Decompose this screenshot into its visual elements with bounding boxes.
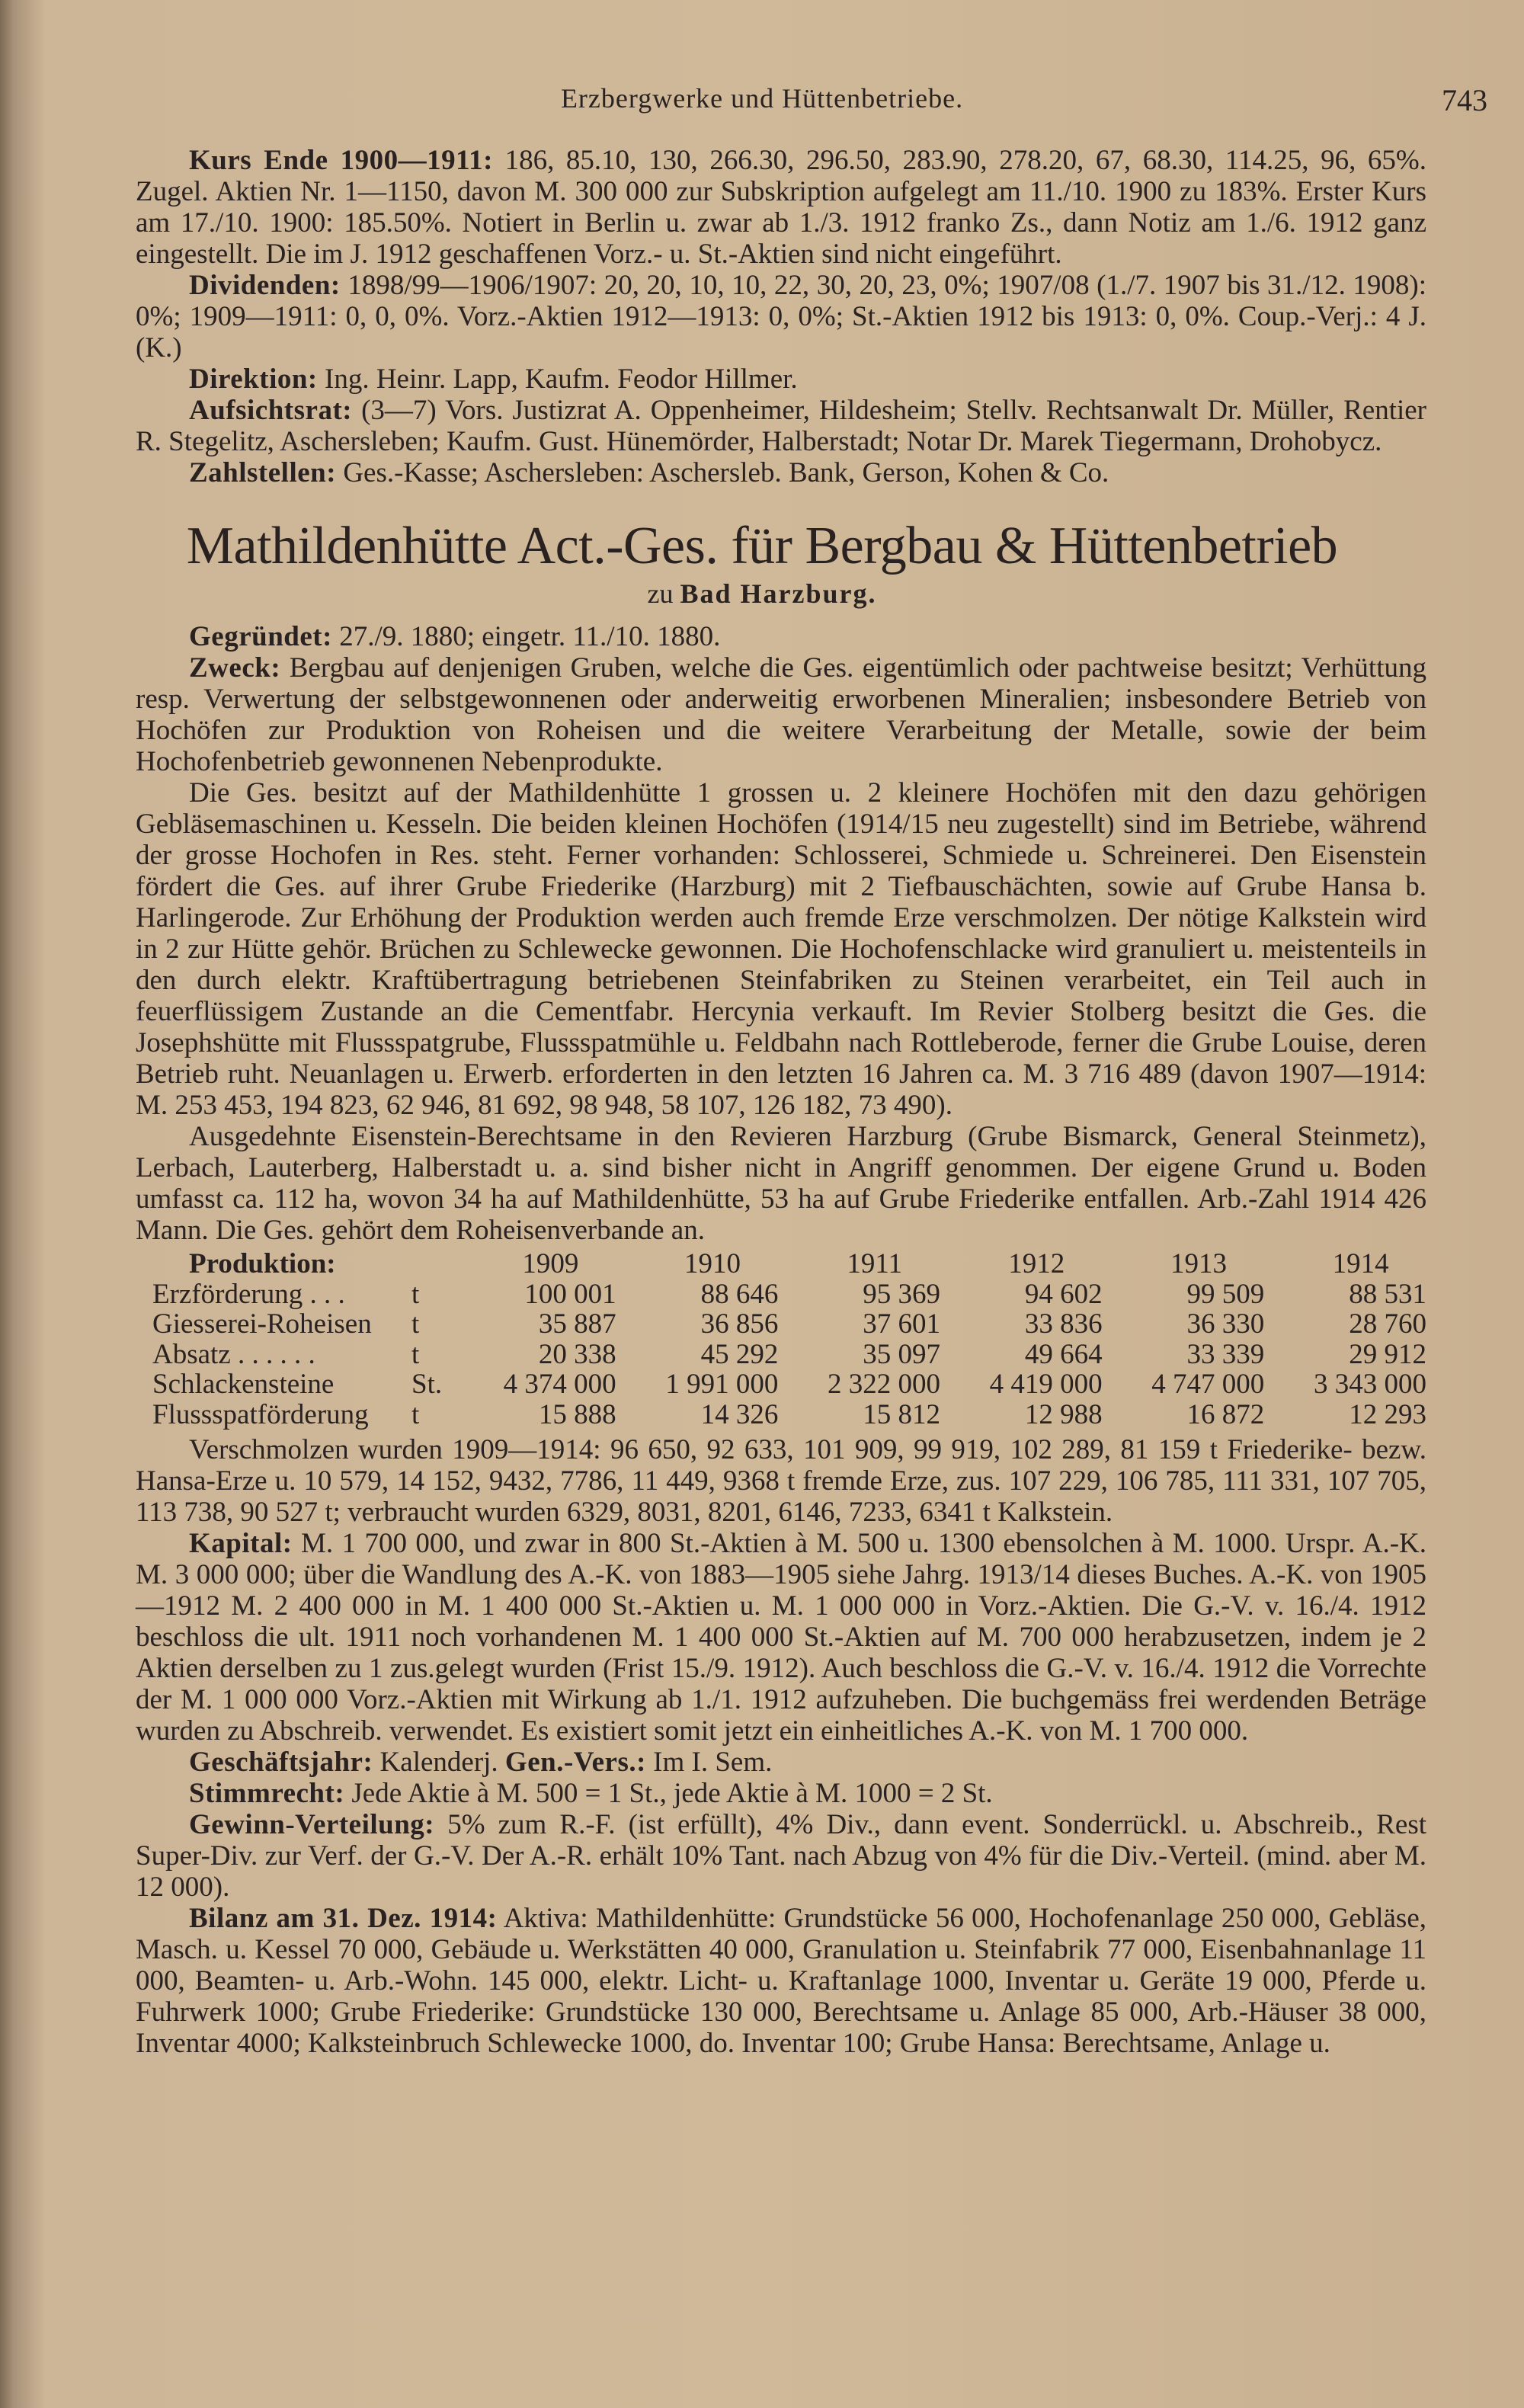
cell-value: 14 326 [700,1398,779,1430]
row-label: Flussspatförderung [152,1398,369,1430]
paragraph-text: Kalenderj. [373,1747,498,1778]
running-header [136,82,1487,120]
cell-value: 28 760 [1349,1308,1426,1340]
production-row [136,1400,1426,1430]
production-header-row [136,1249,1426,1279]
location-name: Bad Harzburg. [680,578,877,609]
paragraph [136,1528,1426,1747]
cell-value: 15 812 [863,1398,940,1430]
paragraph-text: (3—7) Vors. Justizrat A. Oppenheimer, Hildesheim; Stellv. Rechtsanwalt Dr. Müller, Rentier R. Stegelitz, Aschersleben; Kaufm. Gust. Hünemörder, Halberstadt; Notar Dr. Marek Tiegermann, Drohobycz. [136,395,1426,457]
cell-value: 35 097 [863,1338,940,1370]
paragraph [136,363,1426,395]
paragraph [136,395,1426,457]
year-header: 1914 [1332,1248,1389,1279]
row-unit: t [411,1308,420,1340]
paragraph-text: Verschmolzen wurden 1909—1914: 96 650, 92 633, 101 909, 99 919, 102 289, 81 159 t Friederike- bezw. Hansa-Erze u. 10 579, 14 152, 9432, 7786, 11 449, 9368 t fremde Erze, zus. 107 229, 106 785, 111 331, 107 705, 113 738, 90 527 t; verbraucht wurden 6329, 8031, 8201, 6146, 7233, 6341 t Kalkstein. [136,1434,1426,1528]
company-title: Mathildenhütte Act.-Ges. für Bergbau & Hüttenbetrieb [186,517,1338,575]
paragraph-text: Ges.-Kasse; Aschersleben: Aschersleb. Bank, Gerson, Kohen & Co. [336,457,1109,488]
paragraph-label: Dividenden: [189,270,341,301]
paragraph [136,1747,1426,1778]
paragraph [136,270,1426,363]
unit-header-cell [411,1249,454,1279]
page-number: 743 [1442,83,1487,117]
location-prefix: zu [647,578,680,609]
cell-value: 16 872 [1186,1398,1265,1430]
paragraph [136,1121,1426,1246]
running-title: Erzbergwerke und Hüttenbetriebe. [560,83,964,114]
cell-value: 99 509 [1186,1278,1265,1310]
paragraph [136,652,1426,777]
production-label: Produktion: [189,1248,336,1279]
paragraph [136,145,1426,270]
production-table [136,1249,1426,1430]
production-row [136,1279,1426,1310]
row-label: Schlackensteine [152,1369,335,1400]
row-unit: t [411,1338,420,1370]
cell-value: 33 836 [1024,1308,1103,1340]
paragraph [136,1434,1426,1528]
paragraph-label: Stimmrecht: [189,1778,345,1809]
row-label: Erzförderung . . . [152,1278,345,1310]
row-label: Giesserei-Roheisen [152,1308,372,1340]
production-row [136,1369,1426,1400]
company-finance-section [136,1434,1426,2059]
paragraph-text: Aktiva: Mathildenhütte: Grundstücke 56 000, Hochofenanlage 250 000, Gebläse, Masch. u. Kessel 70 000, Gebäude u. Werkstätten 40 000, Granulation u. Steinfabrik 77 000, Eisenbahnanlage 11 000, Beamten- u. Arb.-Wohn. 145 000, elektr. Licht- u. Kraftanlage 1000, Inventar u. Geräte 19 000, Pferde u. Fuhrwerk 1000; Grube Friederike: Grundstücke 130 000, Berechtsame u. Anlage 85 000, Arb.-Häuser 38 000, Inventar 4000; Kalksteinbruch Schlewecke 1000, do. Inventar 100; Grube Hansa: Berechtsame, Anlage u. [136,1903,1426,2059]
paragraph-label: Gegründet: [189,621,332,652]
cell-value: 88 531 [1349,1278,1426,1310]
company-location [0,577,1524,610]
cell-value: 1 991 000 [665,1369,779,1400]
paragraph-text: 5% zum R.-F. (ist erfüllt), 4% Div., dann event. Sonderrückl. u. Abschreib., Rest Super-Div. zur Verf. der G.-V. Der A.-R. erhält 10% Tant. nach Abzug von 4% für die Div.-Verteil. (mind. aber M. 12 000). [136,1809,1426,1903]
row-unit: t [411,1398,420,1430]
cell-value: 36 856 [700,1308,779,1340]
cell-value: 3 343 000 [1314,1369,1426,1400]
paragraph-label: Direktion: [189,363,318,395]
company-description [136,621,1426,1246]
paragraph [136,1809,1426,1903]
cell-value: 36 330 [1186,1308,1265,1340]
cell-value: 33 339 [1186,1338,1265,1370]
cell-value: 12 988 [1024,1398,1103,1430]
year-header: 1913 [1170,1248,1227,1279]
paragraph [136,1778,1426,1809]
paragraph-label: Zweck: [189,652,281,684]
year-header: 1910 [684,1248,741,1279]
cell-value: 94 602 [1024,1278,1103,1310]
paragraph-label: Kurs Ende 1900—1911: [189,145,493,176]
year-header: 1909 [522,1248,579,1279]
year-header: 1911 [847,1248,902,1279]
cell-value: 4 747 000 [1151,1369,1265,1400]
cell-value: 100 001 [524,1278,616,1310]
paragraph-text: 27./9. 1880; eingetr. 11./10. 1880. [331,621,721,652]
cell-value: 35 887 [538,1308,616,1340]
production-label-cell [136,1249,411,1279]
cell-value: 15 888 [538,1398,616,1430]
paragraph-text: Bergbau auf denjenigen Gruben, welche die Ges. eigentümlich oder pachtweise besitzt; Verhüttung resp. Verwertung der selbstgewonnenen oder anderweitig erworbenen Mineralien; insbesondere Betrieb von Hochöfen zur Produktion von Roheisen und die weitere Verarbeitung der Metalle, sowie der beim Hochofenbetrieb gewonnenen Nebenprodukte. [136,652,1426,777]
cell-value: 4 374 000 [503,1369,616,1400]
paragraph-text: 186, 85.10, 130, 266.30, 296.50, 283.90, 278.20, 67, 68.30, 114.25, 96, 65%. Zugel. Aktien Nr. 1—1150, davon M. 300 000 zur Subskription aufgelegt am 11./10. 1900 zu 183%. Erster Kurs am 17./10. 1900: 185.50%. Notiert in Berlin u. zwar ab 1./3. 1912 franko Zs., dann Notiz am 1./6. 1912 ganz eingestellt. Die im J. 1912 geschaffenen Vorz.- u. St.-Aktien sind nicht eingeführt. [136,145,1427,270]
cell-value: 37 601 [863,1308,940,1340]
cell-value: 20 338 [538,1338,616,1370]
paragraph-text: Im I. Sem. [645,1747,773,1778]
cell-value: 29 912 [1349,1338,1426,1370]
paragraph-text: M. 1 700 000, und zwar in 800 St.-Aktien à M. 500 u. 1300 ebensolchen à M. 1000. Urspr. A.-K. M. 3 000 000; über die Wandlung des A.-K. von 1883—1905 siehe Jahrg. 1913/14 dieses Buches. A.-K. von 1905—1912 M. 2 400 000 in M. 1 400 000 St.-Aktien u. M. 1 000 000 in Vorz.-Aktien. Die G.-V. v. 16./4. 1912 beschloss die ult. 1911 noch vorhandenen M. 1 400 000 St.-Aktien auf M. 700 000 herabzusetzen, indem je 2 Aktien derselben zu 1 zus.gelegt wurden (Frist 15./9. 1912). Auch beschloss die G.-V. v. 16./4. 1912 die Vorrechte der M. 1 000 000 Vorz.-Aktien mit Wirkung ab 1./1. 1912 aufzuheben. Die buchgemäss frei werdenden Beträge wurden zu Abschreib. verwendet. Es existiert somit jetzt ein einheitliches A.-K. von M. 1 700 000. [136,1528,1426,1747]
cell-value: 12 293 [1349,1398,1426,1430]
paragraph-label: Zahlstellen: [189,457,337,488]
paragraph [136,621,1426,652]
previous-company-section [136,145,1426,488]
row-unit: t [411,1278,420,1310]
year-header: 1912 [1008,1248,1065,1279]
paragraph [136,777,1426,1121]
cell-value: 88 646 [700,1278,779,1310]
cell-value: 49 664 [1024,1338,1103,1370]
paragraph [136,457,1426,488]
paragraph-label: Bilanz am 31. Dez. 1914: [189,1903,498,1934]
paragraph-text: Ausgedehnte Eisenstein-Berechtsame in den Revieren Harzburg (Grube Bismarck, General Steinmetz), Lerbach, Lauterberg, Halberstadt u. a. sind bisher nicht in Angriff genommen. Der eigene Grund u. Boden umfasst ca. 112 ha, wovon 34 ha auf Mathildenhütte, 53 ha auf Grube Friederike entfallen. Arb.-Zahl 1914 426 Mann. Die Ges. gehört dem Roheisenverbande an. [136,1121,1426,1246]
paragraph-label: Aufsichtsrat: [189,395,353,426]
paragraph-text: Ing. Heinr. Lapp, Kaufm. Feodor Hillmer. [317,363,798,395]
cell-value: 4 419 000 [989,1369,1103,1400]
cell-value: 95 369 [863,1278,940,1310]
cell-value: 2 322 000 [827,1369,940,1400]
paragraph-text: Jede Aktie à M. 500 = 1 St., jede Aktie à M. 1000 = 2 St. [344,1778,993,1809]
row-label: Absatz . . . . . . [152,1338,315,1370]
paragraph-text: Die Ges. besitzt auf der Mathildenhütte 1 grossen u. 2 kleinere Hochöfen mit den dazu gehörigen Gebläsemaschinen u. Kesseln. Die beiden kleinen Hochöfen (1914/15 neu zugestellt) sind im Betriebe, während der grosse Hochofen in Res. steht. Ferner vorhanden: Schlosserei, Schmiede u. Schreinerei. Den Eisenstein fördert die Ges. auf ihrer Grube Friederike (Harzburg) mit 2 Tiefbauschächten, sowie auf Grube Hansa b. Harlingerode. Zur Erhöhung der Produktion werden auch fremde Erze verschmolzen. Der nötige Kalkstein wird in 2 zur Hütte gehör. Brüchen zu Schlewecke gewonnen. Die Hochofenschlacke wird granuliert u. meistenteils in den durch elektr. Kraftübertragung betriebenen Steinfabriken zu Steinen verarbeitet, ein Teil auch in feuerflüssigem Zustande an die Cementfabr. Hercynia verkauft. Im Revier Stolberg besitzt die Ges. die Josephshütte mit Flussspatgrube, Flussspatmühle u. Feldbahn nach Rottleberode, ferner die Grube Louise, deren Betrieb ruht. Neuanlagen u. Erwerb. erforderten in den letzten 16 Jahren ca. M. 3 716 489 (davon 1907—1914: M. 253 453, 194 823, 62 946, 81 692, 98 948, 58 107, 126 182, 73 490). [136,777,1426,1121]
paragraph-label: Geschäftsjahr: [189,1747,373,1778]
paragraph-label: Gewinn-Verteilung: [189,1809,435,1840]
paragraph [136,1903,1426,2059]
row-unit: St. [411,1369,443,1400]
paragraph-label: Kapital: [189,1528,293,1559]
paragraph-label: Gen.-Vers.: [504,1747,646,1778]
cell-value: 45 292 [700,1338,779,1370]
paragraph-text: 1898/99—1906/1907: 20, 20, 10, 10, 22, 30, 20, 23, 0%; 1907/08 (1./7. 1907 bis 31./12. 1908): 0%; 1909—1911: 0, 0, 0%. Vorz.-Aktien 1912—1913: 0, 0%; St.-Aktien 1912 bis 1913: 0, 0%. Coup.-Verj.: 4 J. (K.) [136,270,1426,363]
production-row [136,1309,1426,1340]
production-row [136,1340,1426,1370]
